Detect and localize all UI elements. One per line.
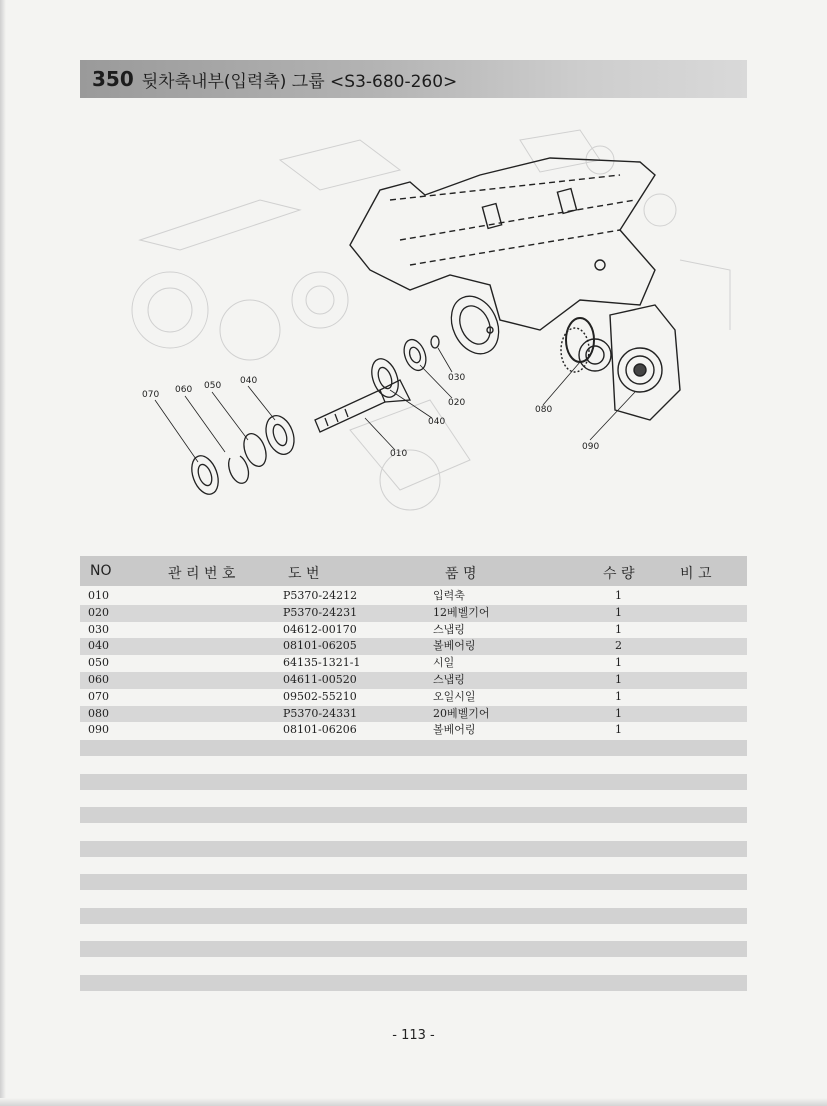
table-row bbox=[80, 588, 747, 605]
page-edge-bottom bbox=[0, 1098, 827, 1106]
cell-name: 20베벨기어 bbox=[433, 706, 490, 720]
cell-name: 입력축 bbox=[433, 589, 465, 602]
callout-060: 060 bbox=[175, 385, 193, 395]
table-row bbox=[80, 689, 747, 706]
table-row bbox=[80, 655, 747, 672]
empty-row bbox=[80, 975, 747, 991]
table-row bbox=[80, 722, 747, 739]
cell-name: 볼베어링 bbox=[433, 639, 476, 653]
cell-drawing: 08101-06205 bbox=[283, 639, 357, 653]
callout-040-right: 040 bbox=[428, 417, 446, 427]
empty-row bbox=[80, 941, 747, 957]
cell-qty: 1 bbox=[615, 605, 622, 619]
cell-name: 스냅링 bbox=[433, 672, 465, 686]
parts-diagram-svg bbox=[80, 100, 747, 540]
page-number: - 113 - bbox=[392, 1028, 435, 1043]
table-row bbox=[80, 605, 747, 622]
cell-no: 040 bbox=[88, 639, 109, 653]
empty-row bbox=[80, 908, 747, 924]
empty-row bbox=[80, 774, 747, 790]
cell-drawing: P5370-24331 bbox=[283, 706, 358, 720]
col-header-remark: 비 고 bbox=[680, 566, 712, 582]
cell-no: 030 bbox=[88, 622, 109, 636]
cell-qty: 1 bbox=[615, 622, 622, 636]
exploded-parts-diagram bbox=[80, 100, 747, 540]
cell-qty: 1 bbox=[615, 706, 622, 720]
callout-020: 020 bbox=[448, 398, 466, 408]
col-header-name: 품 명 bbox=[445, 566, 477, 582]
cell-no: 070 bbox=[88, 689, 109, 703]
cell-name: 시일 bbox=[433, 656, 455, 670]
cell-qty: 1 bbox=[615, 589, 622, 602]
cell-qty: 1 bbox=[615, 672, 622, 686]
cell-qty: 2 bbox=[615, 639, 622, 653]
cell-drawing: 64135-1321-1 bbox=[283, 656, 361, 670]
callout-080: 080 bbox=[535, 405, 553, 415]
callout-070: 070 bbox=[142, 390, 160, 400]
leader-lines bbox=[155, 348, 635, 462]
cell-name: 오일시일 bbox=[433, 689, 476, 703]
axle-housing bbox=[350, 158, 655, 333]
section-title: 뒷차축내부(입력축) 그룹 <S3-680-260> bbox=[141, 71, 458, 92]
callout-010: 010 bbox=[390, 449, 408, 459]
ghost-diagram bbox=[132, 130, 730, 510]
col-header-no: NO bbox=[90, 563, 112, 579]
cell-name: 스냅링 bbox=[433, 622, 465, 636]
col-header-mgmt: 관 리 번 호 bbox=[168, 566, 236, 582]
col-header-drawing: 도 번 bbox=[288, 566, 320, 582]
cell-qty: 1 bbox=[615, 656, 622, 670]
table-row bbox=[80, 622, 747, 639]
cell-name: 12베벨기어 bbox=[433, 605, 490, 619]
cell-drawing: P5370-24212 bbox=[283, 589, 358, 602]
section-number: 350 bbox=[92, 67, 134, 91]
cell-drawing: 04612-00170 bbox=[283, 622, 357, 636]
page-edge bbox=[0, 0, 6, 1106]
cell-no: 050 bbox=[88, 656, 109, 670]
cell-drawing: 04611-00520 bbox=[283, 672, 357, 686]
callout-050: 050 bbox=[204, 381, 222, 391]
cell-qty: 1 bbox=[615, 723, 622, 737]
table-row bbox=[80, 706, 747, 723]
empty-row bbox=[80, 740, 747, 756]
cell-drawing: P5370-24231 bbox=[283, 605, 358, 619]
callout-030: 030 bbox=[448, 373, 466, 383]
table-header bbox=[80, 556, 747, 586]
cell-no: 090 bbox=[88, 723, 109, 737]
cell-drawing: 09502-55210 bbox=[283, 689, 357, 703]
cell-qty: 1 bbox=[615, 689, 622, 703]
section-title-bar bbox=[80, 60, 747, 98]
shaft-bore bbox=[442, 289, 507, 362]
callout-090: 090 bbox=[582, 442, 600, 452]
cell-name: 볼베어링 bbox=[433, 723, 476, 737]
col-header-qty: 수 량 bbox=[603, 566, 635, 582]
input-shaft-assembly bbox=[187, 318, 594, 498]
empty-row bbox=[80, 807, 747, 823]
table-row bbox=[80, 638, 747, 655]
cell-drawing: 08101-06206 bbox=[283, 723, 357, 737]
cell-no: 060 bbox=[88, 672, 109, 686]
callout-040-left: 040 bbox=[240, 376, 258, 386]
cell-no: 010 bbox=[88, 589, 109, 602]
cell-no: 020 bbox=[88, 605, 109, 619]
empty-row bbox=[80, 874, 747, 890]
cell-no: 080 bbox=[88, 706, 109, 720]
table-row bbox=[80, 672, 747, 689]
parts-table-body bbox=[80, 588, 747, 739]
empty-row bbox=[80, 841, 747, 857]
